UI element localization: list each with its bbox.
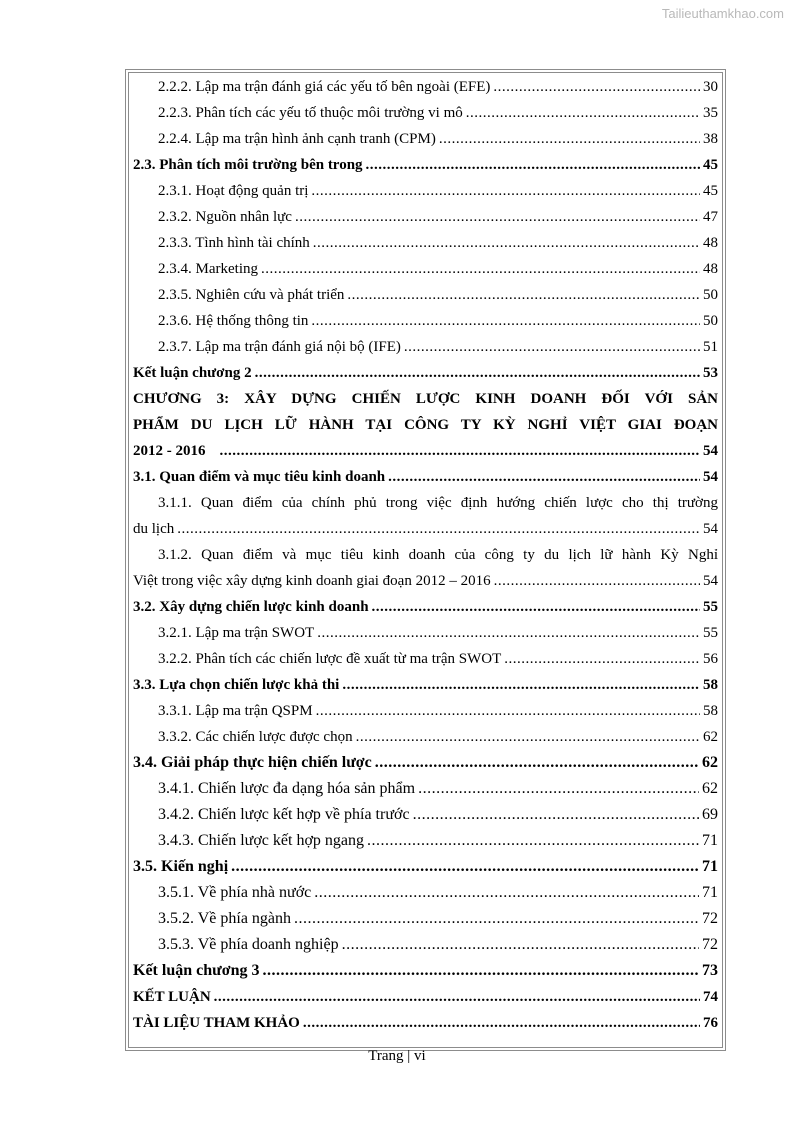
toc-entry[interactable]: 2.3.3. Tình hình tài chính ..... 48 — [133, 230, 718, 256]
dot-leader — [372, 594, 700, 620]
dot-leader — [494, 568, 700, 594]
page-number: 71 — [702, 858, 718, 875]
dot-leader — [466, 100, 700, 126]
dot-leader — [375, 750, 699, 776]
toc-entry[interactable]: 3.3.1. Lập ma trận QSPM ..... 58 — [133, 698, 718, 724]
dot-leader — [177, 516, 700, 542]
toc-entry[interactable]: 2.2.4. Lập ma trận hình ảnh cạnh tranh (CPM) ..... 38 — [133, 126, 718, 152]
dot-leader — [367, 828, 699, 854]
toc-entry[interactable]: 2.3.5. Nghiên cứu và phát triển ..... 50 — [133, 282, 718, 308]
page-number: 50 — [703, 287, 718, 303]
page-number: 48 — [703, 261, 718, 277]
page-number: 72 — [702, 910, 718, 927]
dot-leader — [262, 958, 699, 984]
toc-section[interactable]: 3.1. Quan điểm và mục tiêu kinh doanh ..... 54 — [133, 464, 718, 490]
dot-leader — [303, 1010, 700, 1036]
page-number: 62 — [702, 780, 718, 797]
page-number: 62 — [702, 754, 718, 771]
toc-section[interactable]: 3.4. Giải pháp thực hiện chiến lược ..... 62 — [133, 750, 718, 776]
toc-entry[interactable]: 3.4.3. Chiến lược kết hợp ngang ..... 71 — [133, 828, 718, 854]
page-number: 54 — [703, 469, 718, 485]
toc-entry[interactable]: 3.2.1. Lập ma trận SWOT ..... 55 — [133, 620, 718, 646]
toc-entry[interactable]: 3.4.2. Chiến lược kết hợp về phía trước ..... 69 — [133, 802, 718, 828]
dot-leader — [294, 906, 699, 932]
dot-leader — [220, 438, 701, 464]
toc-section[interactable]: 3.3. Lựa chọn chiến lược khả thi ..... 58 — [133, 672, 718, 698]
page-number: 53 — [703, 365, 718, 381]
toc-entry[interactable]: 3.3.2. Các chiến lược được chọn ..... 62 — [133, 724, 718, 750]
dot-leader — [313, 230, 700, 256]
toc-section[interactable]: 2.3. Phân tích môi trường bên trong ..... 45 — [133, 152, 718, 178]
toc-section[interactable]: TÀI LIỆU THAM KHẢO ..... 76 — [133, 1010, 718, 1036]
dot-leader — [404, 334, 700, 360]
toc-entry[interactable]: 3.5.2. Về phía ngành ..... 72 — [133, 906, 718, 932]
dot-leader — [314, 880, 699, 906]
page-number: 74 — [703, 989, 718, 1005]
page-footer: Trang | vi — [368, 1048, 426, 1064]
dot-leader — [255, 360, 700, 386]
dot-leader — [366, 152, 700, 178]
page-number: 38 — [703, 131, 718, 147]
dot-leader — [214, 984, 700, 1010]
page-number: 72 — [702, 936, 718, 953]
dot-leader — [342, 672, 700, 698]
page-number: 45 — [703, 183, 718, 199]
toc-entry[interactable]: 3.2.2. Phân tích các chiến lược đề xuất từ ma trận SWOT ..... 56 — [133, 646, 718, 672]
chapter-heading-line[interactable]: CHƯƠNG 3: XÂY DỰNG CHIẾN LƯỢC KINH DOANH ĐỐI VỚI SẢN — [133, 391, 718, 407]
dot-leader — [493, 74, 700, 100]
page-number: 58 — [703, 703, 718, 719]
page-number: 51 — [703, 339, 718, 355]
toc-entry[interactable]: Việt trong việc xây dựng kinh doanh giai đoạn 2012 – 2016 ..... 54 — [133, 568, 718, 594]
dot-leader — [342, 932, 699, 958]
page-number: 48 — [703, 235, 718, 251]
page-number: 71 — [702, 884, 718, 901]
dot-leader — [295, 204, 700, 230]
dot-leader — [504, 646, 700, 672]
toc-entry[interactable]: 2.3.6. Hệ thống thông tin ..... 50 — [133, 308, 718, 334]
dot-leader — [311, 178, 700, 204]
toc-entry[interactable]: 2.2.3. Phân tích các yếu tố thuộc môi trường vi mô ..... 35 — [133, 100, 718, 126]
toc-entry[interactable]: 3.5.1. Về phía nhà nước ..... 71 — [133, 880, 718, 906]
dot-leader — [439, 126, 700, 152]
page-number: 55 — [703, 625, 718, 641]
dot-leader — [316, 698, 700, 724]
toc-entry[interactable]: du lịch ..... 54 — [133, 516, 718, 542]
toc-entry[interactable]: 2.3.1. Hoạt động quản trị ..... 45 — [133, 178, 718, 204]
page-number: 54 — [703, 573, 718, 589]
toc-section[interactable]: 3.2. Xây dựng chiến lược kinh doanh ..... 55 — [133, 594, 718, 620]
toc-entry[interactable]: 3.5.3. Về phía doanh nghiệp ..... 72 — [133, 932, 718, 958]
dot-leader — [388, 464, 700, 490]
toc-entry[interactable]: 2.3.4. Marketing ..... 48 — [133, 256, 718, 282]
toc-section[interactable]: KẾT LUẬN ..... 74 — [133, 984, 718, 1010]
toc-entry[interactable]: 2.2.2. Lập ma trận đánh giá các yếu tố bên ngoài (EFE) ..... 30 — [133, 74, 718, 100]
toc-chapter[interactable]: 2012 - 2016 ..... 54 — [133, 438, 718, 464]
dot-leader — [317, 620, 700, 646]
page-number: 50 — [703, 313, 718, 329]
page-number: 62 — [703, 729, 718, 745]
page-number: 47 — [703, 209, 718, 225]
dot-leader — [413, 802, 699, 828]
page-number: 54 — [703, 443, 718, 459]
chapter-heading-line[interactable]: PHẨM DU LỊCH LỮ HÀNH TẠI CÔNG TY KỲ NGHỈ VIỆT GIAI ĐOẠN — [133, 417, 718, 433]
toc-entry[interactable]: 2.3.7. Lập ma trận đánh giá nội bộ (IFE) ..... 51 — [133, 334, 718, 360]
table-of-contents — [133, 74, 718, 1036]
dot-leader — [418, 776, 699, 802]
page-number: 69 — [702, 806, 718, 823]
dot-leader — [347, 282, 700, 308]
dot-leader — [356, 724, 700, 750]
page-number: 45 — [703, 157, 718, 173]
page-number: 73 — [702, 962, 718, 979]
toc-entry[interactable]: 2.3.2. Nguồn nhân lực ..... 47 — [133, 204, 718, 230]
page-number: 35 — [703, 105, 718, 121]
page-number: 56 — [703, 651, 718, 667]
watermark: Tailieuthamkhao.com — [661, 6, 784, 21]
page-number: 54 — [703, 521, 718, 537]
page-number: 76 — [703, 1015, 718, 1031]
page-number: 30 — [703, 79, 718, 95]
dot-leader — [231, 854, 699, 880]
toc-entry-line[interactable]: 3.1.2. Quan điểm và mục tiêu kinh doanh của công ty du lịch lữ hành Kỳ Nghỉ — [158, 547, 718, 563]
dot-leader — [261, 256, 700, 282]
toc-section[interactable]: Kết luận chương 3 ..... 73 — [133, 958, 718, 984]
page-number: 58 — [703, 677, 718, 693]
toc-section[interactable]: Kết luận chương 2 ..... 53 — [133, 360, 718, 386]
dot-leader — [311, 308, 700, 334]
page-number: 55 — [703, 599, 718, 615]
toc-entry[interactable]: 3.4.1. Chiến lược đa dạng hóa sản phẩm ..... 62 — [133, 776, 718, 802]
toc-entry-line[interactable]: 3.1.1. Quan điểm của chính phủ trong việc định hướng chiến lược cho thị trường — [158, 495, 718, 511]
toc-section[interactable]: 3.5. Kiến nghị ..... 71 — [133, 854, 718, 880]
page-number: 71 — [702, 832, 718, 849]
